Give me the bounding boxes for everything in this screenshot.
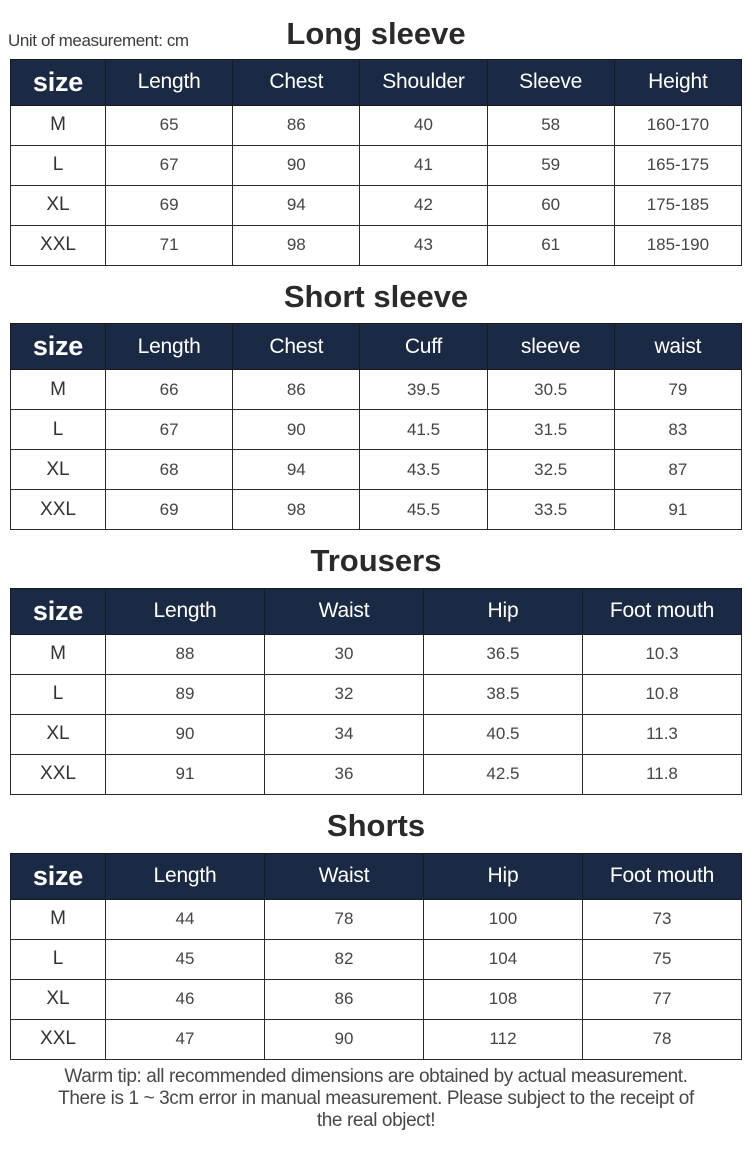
shorts-table — [10, 853, 742, 1060]
size-cell: XL — [11, 979, 106, 1019]
table-row — [11, 674, 742, 714]
data-cell: 73 — [582, 899, 741, 939]
size-cell: XXL — [11, 754, 106, 794]
data-cell: 67 — [106, 410, 233, 450]
data-cell: 42.5 — [423, 754, 582, 794]
data-cell: 65 — [106, 105, 233, 145]
table-row — [11, 145, 742, 185]
size-column-header: size — [11, 324, 106, 370]
data-cell: 175-185 — [614, 185, 741, 225]
header-row — [11, 588, 742, 634]
data-cell: 78 — [265, 899, 424, 939]
section-title-short-sleeve: Short sleeve — [283, 278, 469, 314]
data-cell: 83 — [614, 410, 741, 450]
table-row — [11, 754, 742, 794]
data-cell: 33.5 — [487, 490, 614, 530]
column-header: Length — [106, 59, 233, 105]
column-header: waist — [614, 324, 741, 370]
column-header: Hip — [423, 853, 582, 899]
header-row — [11, 853, 742, 899]
data-cell: 69 — [106, 185, 233, 225]
table-row — [11, 105, 742, 145]
data-cell: 40.5 — [423, 714, 582, 754]
column-header: Waist — [265, 588, 424, 634]
column-header: Foot mouth — [582, 853, 741, 899]
data-cell: 77 — [582, 979, 741, 1019]
table-row — [11, 370, 742, 410]
data-cell: 41 — [360, 145, 487, 185]
table-row — [11, 1019, 742, 1059]
table-row — [11, 979, 742, 1019]
table-row — [11, 714, 742, 754]
size-column-header: size — [11, 853, 106, 899]
data-cell: 32.5 — [487, 450, 614, 490]
data-cell: 112 — [423, 1019, 582, 1059]
column-header: Length — [106, 324, 233, 370]
warm-tip — [10, 1066, 742, 1132]
page-header — [10, 0, 742, 52]
section-title-trousers: Trousers — [310, 543, 442, 579]
column-header: Foot mouth — [582, 588, 741, 634]
data-cell: 104 — [423, 939, 582, 979]
data-cell: 86 — [233, 370, 360, 410]
column-header: Chest — [233, 324, 360, 370]
size-cell: M — [11, 899, 106, 939]
size-cell: XL — [11, 714, 106, 754]
data-cell: 108 — [423, 979, 582, 1019]
data-cell: 43 — [360, 225, 487, 265]
data-cell: 94 — [233, 450, 360, 490]
long-sleeve-table — [10, 59, 742, 266]
column-header: Length — [106, 853, 265, 899]
data-cell: 41.5 — [360, 410, 487, 450]
data-cell: 45.5 — [360, 490, 487, 530]
data-cell: 90 — [233, 145, 360, 185]
column-header: Length — [106, 588, 265, 634]
size-cell: XXL — [11, 1019, 106, 1059]
size-column-header: size — [11, 588, 106, 634]
data-cell: 78 — [582, 1019, 741, 1059]
table-row — [11, 490, 742, 530]
data-cell: 89 — [106, 674, 265, 714]
table-row — [11, 410, 742, 450]
data-cell: 67 — [106, 145, 233, 185]
data-cell: 31.5 — [487, 410, 614, 450]
data-cell: 45 — [106, 939, 265, 979]
data-cell: 88 — [106, 634, 265, 674]
header-row — [11, 59, 742, 105]
data-cell: 98 — [233, 225, 360, 265]
table-row — [11, 899, 742, 939]
data-cell: 30.5 — [487, 370, 614, 410]
data-cell: 71 — [106, 225, 233, 265]
data-cell: 90 — [233, 410, 360, 450]
size-cell: L — [11, 939, 106, 979]
table-row — [11, 225, 742, 265]
data-cell: 32 — [265, 674, 424, 714]
warm-tip-line: There is 1 ~ 3cm error in manual measurement. Please subject to the receipt of — [58, 1087, 694, 1109]
data-cell: 86 — [233, 105, 360, 145]
size-cell: XXL — [11, 490, 106, 530]
data-cell: 38.5 — [423, 674, 582, 714]
data-cell: 39.5 — [360, 370, 487, 410]
table-row — [11, 450, 742, 490]
data-cell: 75 — [582, 939, 741, 979]
table-row — [11, 939, 742, 979]
data-cell: 86 — [265, 979, 424, 1019]
data-cell: 42 — [360, 185, 487, 225]
unit-label: Unit of measurement: cm — [8, 30, 189, 50]
size-cell: XXL — [11, 225, 106, 265]
data-cell: 11.3 — [582, 714, 741, 754]
data-cell: 69 — [106, 490, 233, 530]
column-header: Sleeve — [487, 59, 614, 105]
data-cell: 61 — [487, 225, 614, 265]
data-cell: 36.5 — [423, 634, 582, 674]
data-cell: 10.8 — [582, 674, 741, 714]
column-header: Height — [614, 59, 741, 105]
trousers-table — [10, 588, 742, 795]
data-cell: 90 — [265, 1019, 424, 1059]
size-cell: M — [11, 370, 106, 410]
column-header: sleeve — [487, 324, 614, 370]
data-cell: 79 — [614, 370, 741, 410]
section-title-long-sleeve: Long sleeve — [286, 16, 466, 51]
column-header: Chest — [233, 59, 360, 105]
data-cell: 98 — [233, 490, 360, 530]
data-cell: 165-175 — [614, 145, 741, 185]
data-cell: 47 — [106, 1019, 265, 1059]
data-cell: 82 — [265, 939, 424, 979]
data-cell: 68 — [106, 450, 233, 490]
data-cell: 87 — [614, 450, 741, 490]
data-cell: 40 — [360, 105, 487, 145]
header-row — [11, 324, 742, 370]
data-cell: 34 — [265, 714, 424, 754]
data-cell: 10.3 — [582, 634, 741, 674]
data-cell: 66 — [106, 370, 233, 410]
warm-tip-line: Warm tip: all recommended dimensions are obtained by actual measurement. — [64, 1065, 688, 1087]
column-header: Cuff — [360, 324, 487, 370]
size-cell: M — [11, 634, 106, 674]
data-cell: 160-170 — [614, 105, 741, 145]
data-cell: 100 — [423, 899, 582, 939]
data-cell: 90 — [106, 714, 265, 754]
size-cell: L — [11, 674, 106, 714]
data-cell: 36 — [265, 754, 424, 794]
data-cell: 11.8 — [582, 754, 741, 794]
column-header: Waist — [265, 853, 424, 899]
data-cell: 60 — [487, 185, 614, 225]
data-cell: 185-190 — [614, 225, 741, 265]
data-cell: 44 — [106, 899, 265, 939]
table-row — [11, 185, 742, 225]
column-header: Shoulder — [360, 59, 487, 105]
data-cell: 91 — [106, 754, 265, 794]
data-cell: 43.5 — [360, 450, 487, 490]
table-row — [11, 634, 742, 674]
size-cell: XL — [11, 185, 106, 225]
data-cell: 58 — [487, 105, 614, 145]
data-cell: 94 — [233, 185, 360, 225]
size-column-header: size — [11, 59, 106, 105]
data-cell: 30 — [265, 634, 424, 674]
size-cell: L — [11, 410, 106, 450]
data-cell: 46 — [106, 979, 265, 1019]
section-title-shorts: Shorts — [326, 807, 426, 843]
data-cell: 91 — [614, 490, 741, 530]
short-sleeve-table — [10, 323, 742, 530]
size-cell: M — [11, 105, 106, 145]
size-cell: L — [11, 145, 106, 185]
data-cell: 59 — [487, 145, 614, 185]
column-header: Hip — [423, 588, 582, 634]
warm-tip-line: the real object! — [316, 1109, 436, 1131]
size-cell: XL — [11, 450, 106, 490]
